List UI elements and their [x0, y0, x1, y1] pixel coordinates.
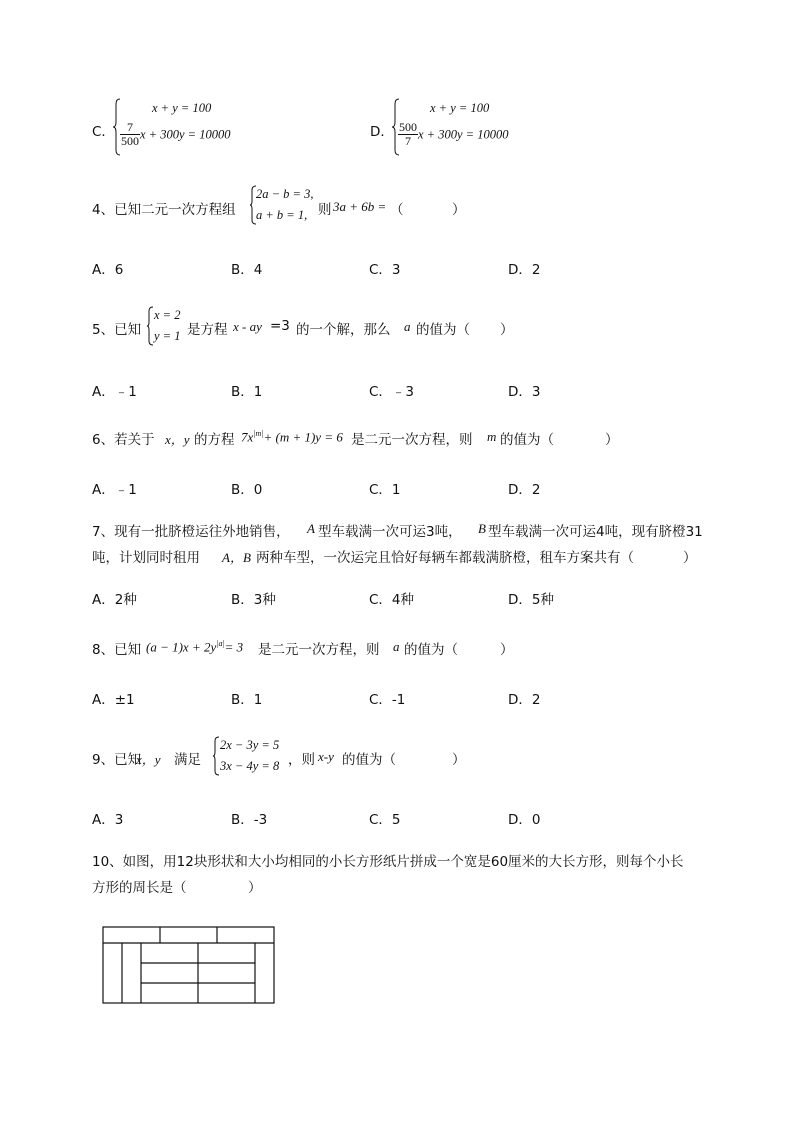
- q3-option-c-eq2: x + 300y = 10000: [140, 127, 231, 142]
- q6-vars: x，y: [165, 432, 190, 447]
- q5-option-c[interactable]: C．﹣3: [369, 384, 415, 400]
- q4-paren-close: ）: [452, 202, 466, 218]
- q5-eq-rest: =3: [270, 318, 290, 334]
- q5-var: a: [404, 319, 411, 334]
- q8-option-a[interactable]: A．±1: [92, 692, 135, 708]
- q8-prefix: 8、已知: [92, 642, 142, 658]
- q5-brace: [146, 306, 154, 346]
- q8-option-b[interactable]: B．1: [231, 692, 263, 708]
- q7-var-b: B: [478, 521, 486, 536]
- q8-eq-a: (a − 1)x + 2y: [146, 639, 217, 655]
- q5-option-b[interactable]: B．1: [231, 384, 263, 400]
- q10-paren-close: ）: [248, 880, 262, 896]
- q7-paren-close: ）: [683, 550, 697, 566]
- q7-option-a[interactable]: A．2种: [92, 592, 137, 608]
- figure-outer-rect: [103, 927, 274, 1003]
- q5-equation: x - ay: [233, 319, 262, 334]
- q9-vars: x，y: [136, 752, 161, 767]
- q7-option-c[interactable]: C．4种: [369, 592, 415, 608]
- q5-paren-close: ）: [500, 322, 514, 338]
- q3-option-c-fraction: $\frac{7}{500}$: [121, 120, 139, 148]
- q7-line1-b: 型车载满一次可运3吨，: [318, 524, 462, 540]
- q7-line1-c: 型车载满一次可运4吨，现有脐橙31: [488, 524, 703, 540]
- q7-var-a: A: [307, 521, 315, 536]
- q7-option-b[interactable]: B．3种: [231, 592, 276, 608]
- q8-paren-close: ）: [500, 642, 514, 658]
- q9-eq2: 3x − 4y = 8: [220, 759, 280, 773]
- q5-suffix: 的一个解，那么: [296, 322, 391, 338]
- q6-option-d[interactable]: D．2: [508, 482, 541, 498]
- q3-option-d-fraction: $\frac{500}{7}$: [399, 120, 417, 148]
- q8-option-c[interactable]: C．-1: [369, 692, 406, 708]
- q7-vars-ab: A，B: [222, 550, 251, 565]
- q9-middle: 满足: [174, 752, 201, 768]
- q3-option-d-eq1: x + y = 100: [430, 101, 490, 115]
- q3-option-c-letter: C．: [92, 124, 115, 140]
- q7-line2-a: 吨，计划同时租用: [92, 550, 200, 566]
- q6-middle: 的方程: [194, 432, 235, 448]
- q10-line1: 10、如图，用12块形状和大小均相同的小长方形纸片拼成一个宽是60厘米的大长方形，则每个小长: [92, 854, 684, 870]
- q7-option-d[interactable]: D．5种: [508, 592, 554, 608]
- q5-option-d[interactable]: D．3: [508, 384, 541, 400]
- q4-option-c[interactable]: C．3: [369, 262, 401, 278]
- q7-line1-a: 7、现有一批脐橙运往外地销售，: [92, 524, 290, 540]
- q6-var: m: [487, 429, 497, 444]
- q4-prefix: 4、已知二元一次方程组: [92, 202, 236, 218]
- q10-line2: 方形的周长是（: [92, 880, 187, 896]
- q8-suffix2: 的值为（: [404, 642, 458, 658]
- q6-suffix2: 的值为（: [500, 432, 554, 448]
- q8-option-d[interactable]: D．2: [508, 692, 541, 708]
- q3-option-c-eq1: x + y = 100: [152, 101, 212, 115]
- q9-option-a[interactable]: A．3: [92, 812, 124, 828]
- q3-option-d-letter: D．: [370, 124, 394, 140]
- q10-rectangle-figure: [102, 926, 277, 1006]
- q9-paren-close: ）: [452, 752, 466, 768]
- q5-eq1: x = 2: [154, 308, 181, 322]
- q9-option-d[interactable]: D．0: [508, 812, 541, 828]
- q9-prefix: 9、已知: [92, 752, 142, 768]
- q6-eq-a: 7x: [241, 429, 254, 445]
- q6-option-a[interactable]: A．﹣1: [92, 482, 137, 498]
- q6-option-b[interactable]: B．0: [231, 482, 263, 498]
- q8-var: a: [393, 639, 400, 654]
- q9-option-b[interactable]: B．-3: [231, 812, 268, 828]
- q4-option-d[interactable]: D．2: [508, 262, 541, 278]
- q4-option-a[interactable]: A．6: [92, 262, 124, 278]
- q8-eq-sup: |a|: [216, 639, 225, 648]
- q9-eq1: 2x − 3y = 5: [220, 738, 280, 752]
- q4-option-b[interactable]: B．4: [231, 262, 263, 278]
- q6-eq-b: + (m + 1)y = 6: [263, 429, 343, 445]
- q9-brace: [212, 736, 220, 776]
- q8-eq: [146, 639, 243, 655]
- q6-prefix: 6、若关于: [92, 432, 155, 448]
- q4-paren-open: （: [390, 202, 404, 218]
- q4-eq2: a + b = 1,: [256, 208, 308, 222]
- q4-middle: 则: [318, 202, 332, 218]
- q6-option-c[interactable]: C．1: [369, 482, 401, 498]
- q9-suffix2: 的值为（: [342, 752, 396, 768]
- q6-suffix: 是二元一次方程，则: [351, 432, 473, 448]
- q5-eq2: y = 1: [154, 329, 181, 343]
- q4-expr: 3a + 6b =: [333, 199, 387, 214]
- q6-eq-sup: |m|: [253, 429, 264, 438]
- q3-option-d-eq2: x + 300y = 10000: [418, 127, 509, 142]
- q5-option-a[interactable]: A．﹣1: [92, 384, 137, 400]
- q6-eq: [241, 429, 343, 445]
- q7-line2-b: 两种车型，一次运完且恰好每辆车都载满脐橙，租车方案共有（: [256, 550, 634, 566]
- q9-option-c[interactable]: C．5: [369, 812, 401, 828]
- q5-suffix2: 的值为（: [416, 322, 470, 338]
- q5-prefix: 5、已知: [92, 322, 142, 338]
- q8-suffix: 是二元一次方程，则: [258, 642, 380, 658]
- q8-eq-b: = 3: [224, 639, 244, 655]
- q5-middle: 是方程: [187, 322, 228, 338]
- q9-suffix: ，则: [288, 752, 315, 768]
- q6-paren-close: ）: [605, 432, 619, 448]
- q4-eq1: 2a − b = 3,: [256, 187, 314, 201]
- q9-expr: x-y: [318, 749, 334, 764]
